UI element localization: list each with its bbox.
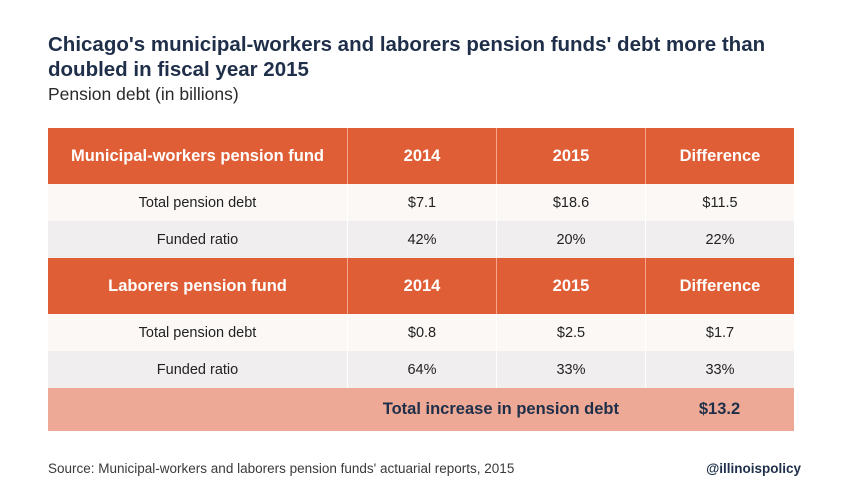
table-cell: 20% [496, 221, 645, 258]
header-cell: Municipal-workers pension fund [70, 146, 325, 165]
source-note: Source: Municipal-workers and laborers pension funds' actuarial reports, 2015 [48, 461, 515, 476]
total-label: Total increase in pension debt [382, 400, 619, 418]
laborers-header-row [48, 258, 794, 314]
table-cell: 64% [347, 351, 496, 388]
total-value: $13.2 [698, 400, 741, 418]
table-cell: $2.5 [496, 314, 645, 351]
table-cell: 33% [645, 351, 794, 388]
table-row [48, 351, 794, 388]
table-cell: 42% [347, 221, 496, 258]
header-cell: Laborers pension fund [108, 276, 287, 295]
header-cell: Difference [645, 258, 794, 314]
table-row [48, 221, 794, 258]
chart-subtitle: Pension debt (in billions) [48, 84, 239, 104]
table-cell: $11.5 [645, 184, 794, 221]
table-cell: $1.7 [645, 314, 794, 351]
municipal-header-row [48, 128, 794, 184]
header-cell: 2014 [347, 128, 496, 184]
table-cell: $0.8 [347, 314, 496, 351]
table-cell: 33% [496, 351, 645, 388]
row-label: Total pension debt [138, 324, 257, 341]
header-cell: 2014 [347, 258, 496, 314]
table-cell: $7.1 [347, 184, 496, 221]
table-cell: 22% [645, 221, 794, 258]
header-cell: Difference [645, 128, 794, 184]
chart-title: Chicago's municipal-workers and laborers pension funds' debt more than doubled in fiscal year 2015 [48, 33, 766, 81]
table-cell: $18.6 [496, 184, 645, 221]
table-row [48, 314, 794, 351]
table-row [48, 184, 794, 221]
header-cell: 2015 [496, 128, 645, 184]
pension-table [48, 128, 794, 431]
row-label: Total pension debt [138, 194, 257, 211]
row-label: Funded ratio [156, 231, 239, 248]
total-row [48, 388, 794, 431]
header-cell: 2015 [496, 258, 645, 314]
row-label: Funded ratio [156, 361, 239, 378]
brand-handle: @illinoispolicy [706, 461, 801, 476]
